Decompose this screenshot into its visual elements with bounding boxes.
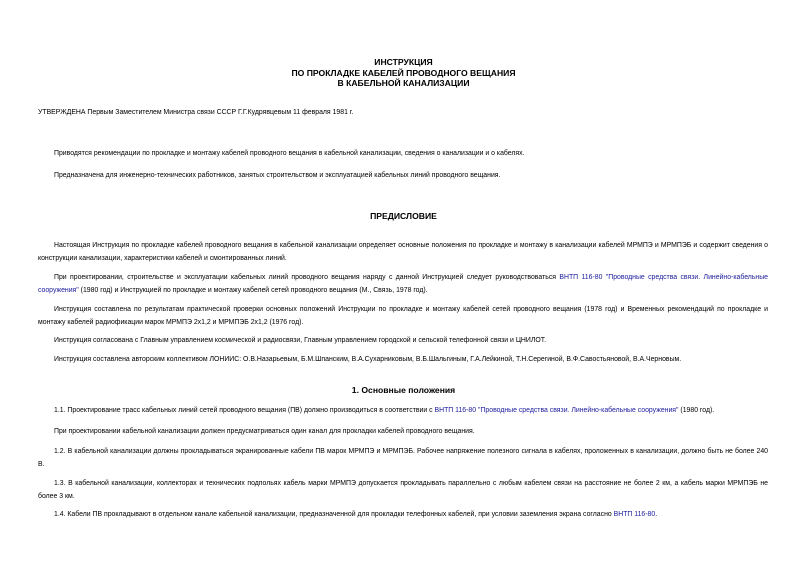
clause-1-3: 1.3. В кабельной канализации, коллекторах и технических подпольях кабель марки МРМПЭ допускается прокладывать параллельно с любым кабелем связи на расстояние не более 2 км, а кабель марки МРМПЭБ не более 3 км. <box>38 480 768 500</box>
preface-heading: ПРЕДИСЛОВИЕ <box>370 211 437 221</box>
clause-1-1-text-b: (1980 год). <box>678 407 715 414</box>
clause-1-1-paragraph-2: При проектировании кабельной канализации должен предусматриваться один канал для прокладки кабелей проводного вещания. <box>54 428 475 435</box>
title-line-2: ПО ПРОКЛАДКЕ КАБЕЛЕЙ ПРОВОДНОГО ВЕЩАНИЯ <box>291 67 516 78</box>
preface-paragraph-2-text-a: При проектировании, строительстве и эксплуатации кабельных линий проводного вещания наряду с данной Инструкцией следует руководствоваться <box>54 274 560 281</box>
intro-paragraph-2: Предназначена для инженерно-технических работников, занятых строительством и эксплуатацией кабельных линий проводного вещания. <box>54 172 501 179</box>
document-title <box>0 57 807 89</box>
preface-paragraph-5: Инструкция составлена авторским коллективом ЛОНИИС: О.В.Назарьевым, Б.М.Шпанским, В.А.Сухарниковым, В.Б.Шальгиным, Г.А.Лейкиной, Т.Н.Серегиной, В.Ф.Савостьяновой, В.А.Черновым. <box>54 356 682 363</box>
approval-note: УТВЕРЖДЕНА Первым Заместителем Министра связи СССР Г.Г.Кудрявцевым 11 февраля 1981 г. <box>38 109 354 116</box>
preface-paragraph-1: Настоящая Инструкция по прокладке кабелей проводного вещания в кабельной канализации определяет основные положения по прокладке и монтажу в канализации кабелей МРМПЭ и МРМПЭБ и содержит сведения о конструкции канализации, характеристики кабелей и смонтированных линий. <box>38 242 768 262</box>
clause-1-2: 1.2. В кабельной канализации должны прокладываться экранированные кабели ПВ марок МРМПЭ и МРМПЭБ. Рабочее напряжение полезного сигнала в кабелях, проложенных в канализации, должно быть не более 240 В. <box>38 448 768 468</box>
preface-paragraph-3: Инструкция составлена по результатам практической проверки основных положений Инструкции по прокладке и монтажу кабелей сетей проводного вещания (1978 год) и Временных рекомендаций по прокладке и монтажу кабелей радиофикации марок МРМПЭ 2x1,2 и МРМПЭБ 2x1,2 (1976 год). <box>38 306 768 326</box>
title-line-1: ИНСТРУКЦИЯ <box>374 57 433 67</box>
clause-1-4-text-a: 1.4. Кабели ПВ прокладывают в отдельном канале кабельной канализации, предназначенной для прокладки телефонных кабелей, при условии заземления экрана согласно <box>54 511 614 518</box>
clause-1-4-text-b: . <box>655 511 658 518</box>
clause-1-1 <box>38 405 768 418</box>
title-line-3: В КАБЕЛЬНОЙ КАНАЛИЗАЦИИ <box>337 78 470 88</box>
vntp-link[interactable]: ВНТП 116-80 <box>613 511 656 518</box>
clause-1-1-text-a: 1.1. Проектирование трасс кабельных линий сетей проводного вещания (ПВ) должно производиться в соответствии с <box>54 407 435 414</box>
vntp-link[interactable]: ВНТП 116-80 "Проводные средства связи. Линейно-кабельные сооружения" <box>38 274 769 294</box>
preface-paragraph-2-text-b: (1980 год) и Инструкцией по прокладке и монтажу кабелей сетей проводного вещания (М., Связь, 1978 год). <box>78 286 428 294</box>
section-1-heading: 1. Основные положения <box>351 385 456 395</box>
clause-1-4 <box>38 509 768 522</box>
vntp-link[interactable]: ВНТП 116-80 "Проводные средства связи. Линейно-кабельные сооружения" <box>434 407 679 414</box>
preface-paragraph-4: Инструкция согласована с Главным управлением космической и радиосвязи, Главным управлением городской и сельской телефонной связи и ЦНИЛОТ. <box>54 337 547 344</box>
intro-paragraph-1: Приводятся рекомендации по прокладке и монтажу кабелей проводного вещания в кабельной канализации, сведения о канализации и о кабелях. <box>54 150 525 157</box>
preface-paragraph-2 <box>38 272 768 297</box>
